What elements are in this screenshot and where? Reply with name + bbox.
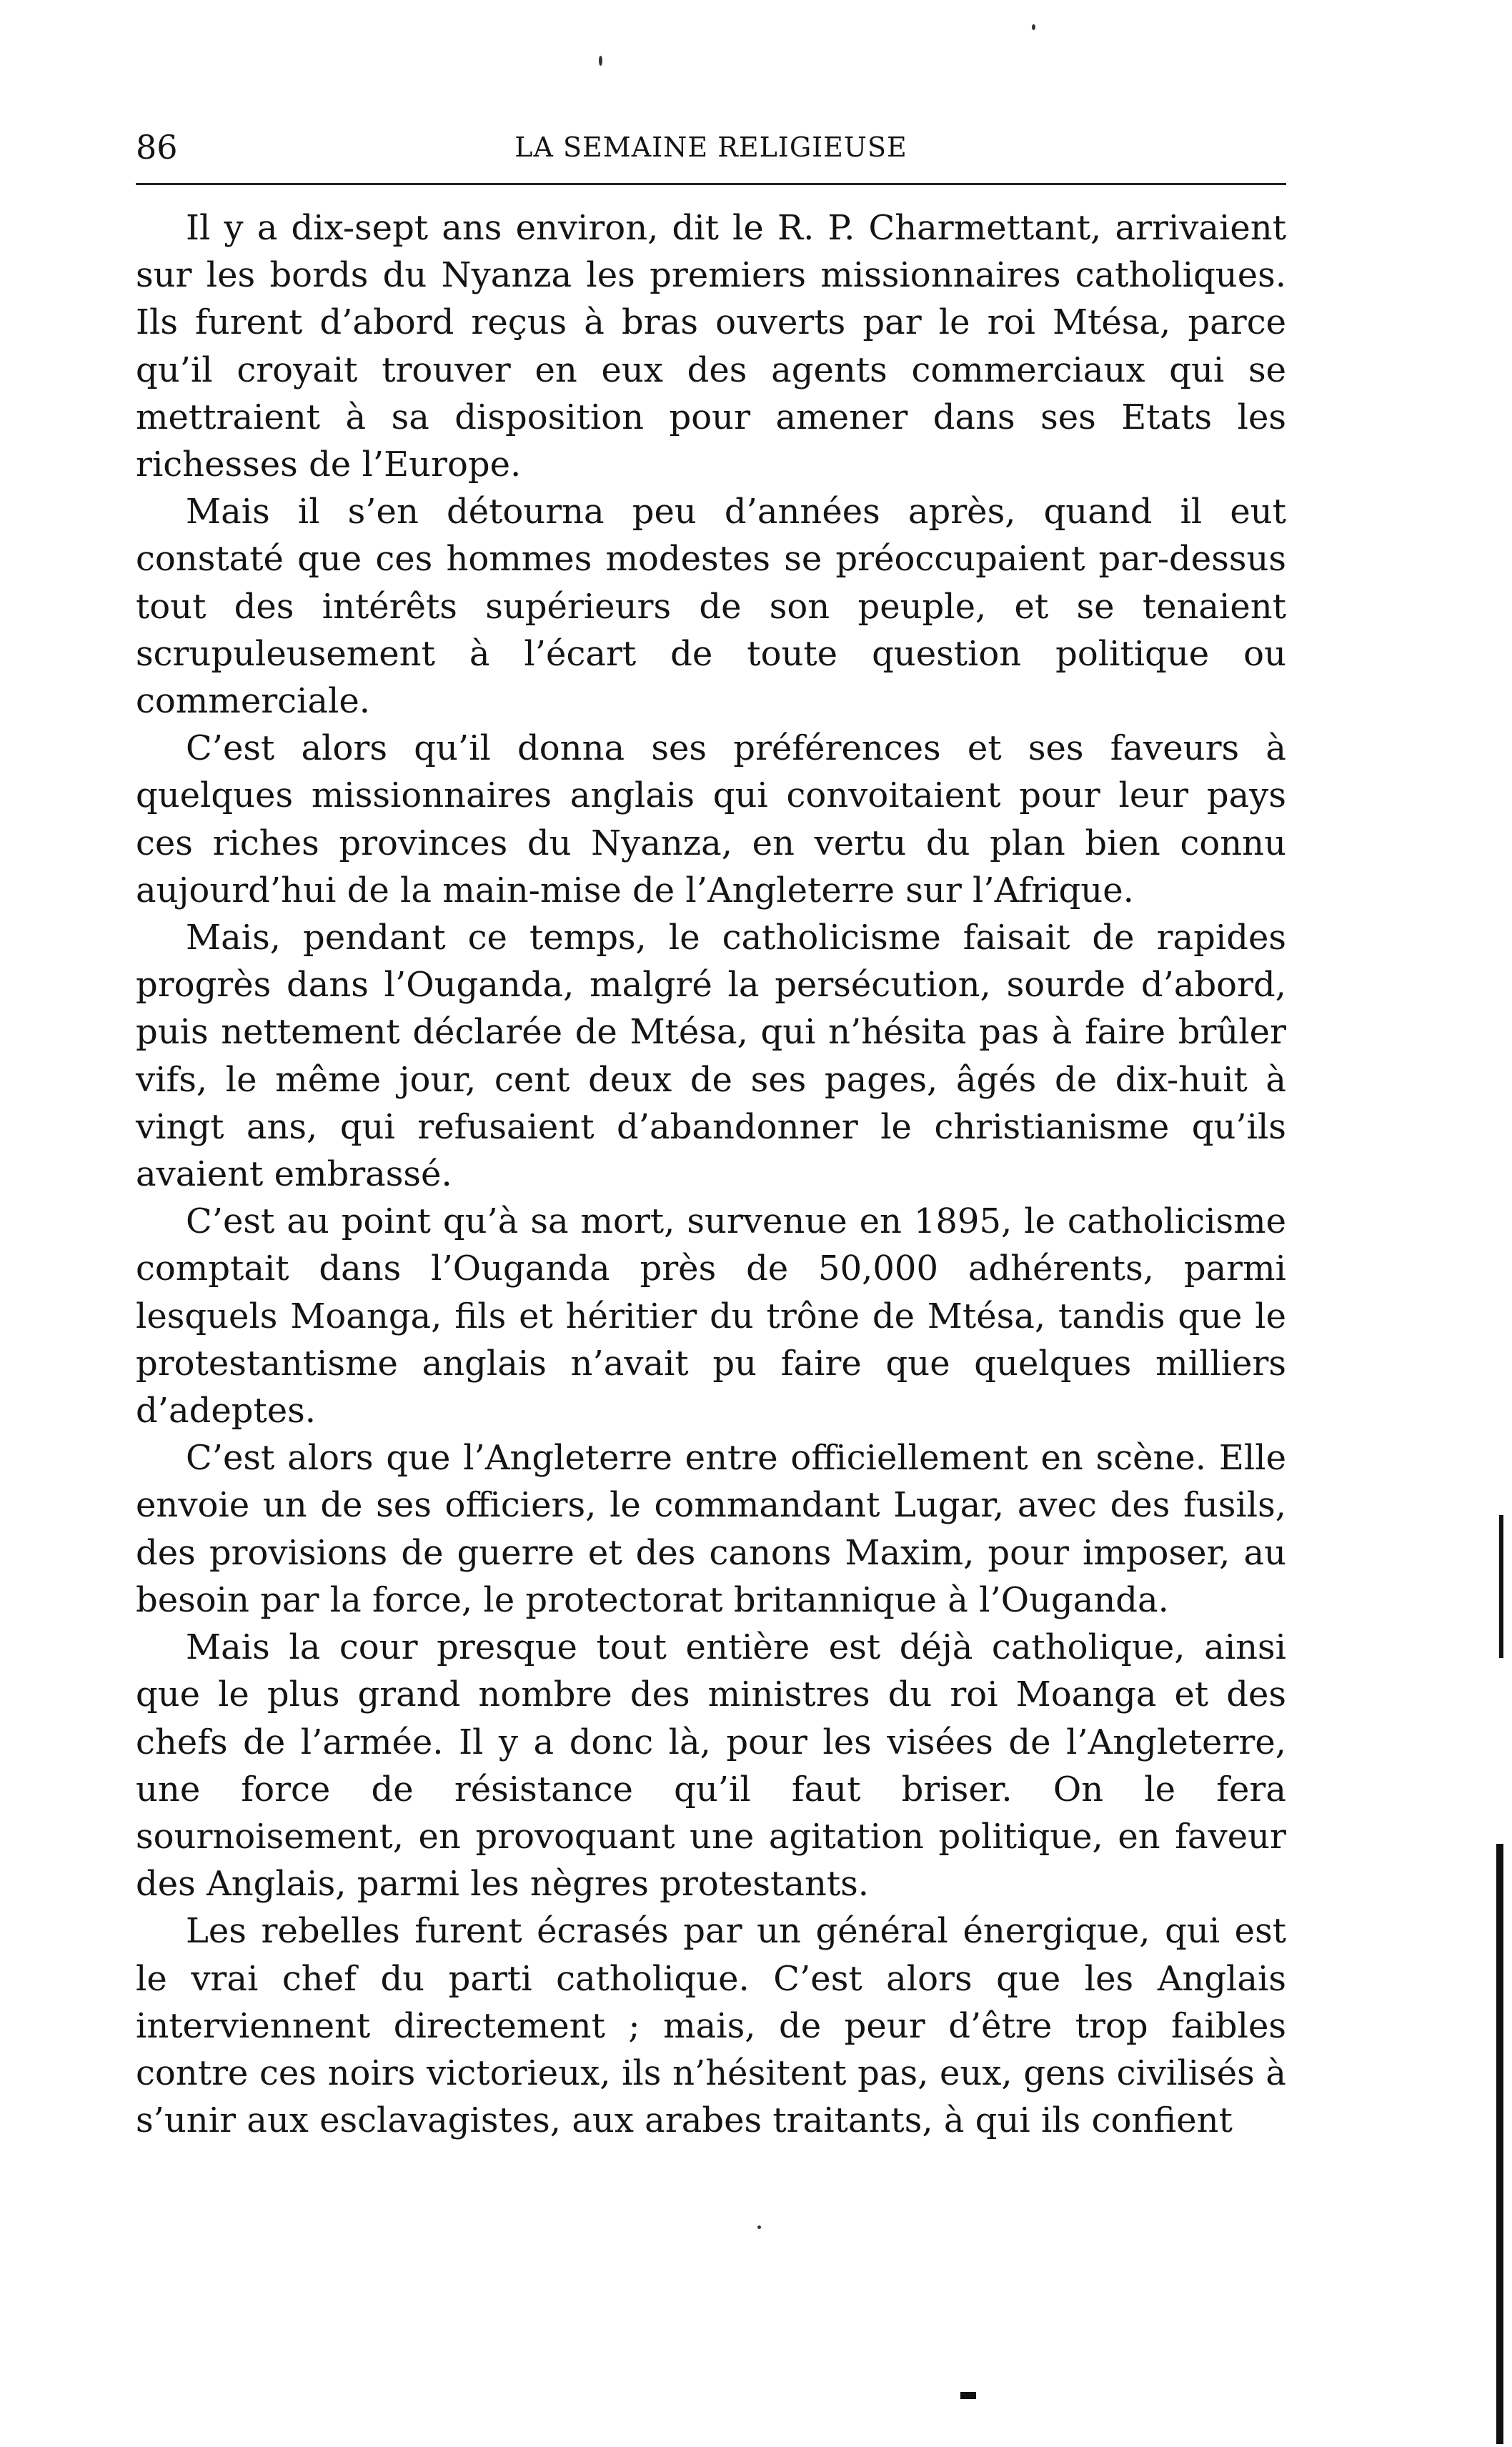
article-text xyxy=(136,204,1286,2144)
footer-dash-mark xyxy=(960,2392,976,2399)
paragraph-4: Mais, pendant ce temps, le catholicisme faisait de rapides progrès dans l’Ouganda, malgré la persécution, sourde d’abord, puis nettement déclarée de Mtésa, qui n’hésita pas à faire brûler vifs, le même jour, cent deux de ses pages, âgés de dix-huit à vingt ans, qui refusaient d’abandonner le christianisme qu’ils avaient embrassé. xyxy=(136,918,1286,1195)
scan-speck xyxy=(599,56,602,66)
paragraph-6: C’est alors que l’Angleterre entre officiellement en scène. Elle envoie un de ses officiers, le commandant Lugar, avec des fusils, des provisions de guerre et des canons Maxim, pour imposer, au besoin par la force, le protectorat britannique à l’Ouganda. xyxy=(136,1438,1286,1620)
paragraph-1: Il y a dix-sept ans environ, dit le R. P. Charmettant, arrivaient sur les bords du Nyanza les premiers missionnaires catholiques. Ils furent d’abord reçus à bras ouverts par le roi Mtésa, parce qu’il croyait trouver en eux des agents commerciaux qui se mettraient à sa disposition pour amener dans ses Etats les richesses de l’Europe. xyxy=(136,208,1286,485)
running-title: LA SEMAINE RELIGIEUSE xyxy=(514,131,907,163)
paragraph-3: C’est alors qu’il donna ses préférences et ses faveurs à quelques missionnaires anglais qui convoitaient pour leur pays ces riches provinces du Nyanza, en vertu du plan bien connu aujourd’hui de la main-mise de l’Angleterre sur l’Afrique. xyxy=(136,728,1286,910)
scan-speck xyxy=(1032,24,1035,30)
page-number: 86 xyxy=(136,128,178,167)
scan-edge-mark-upper xyxy=(1499,1515,1503,1658)
header-rule xyxy=(136,183,1286,185)
scan-edge-mark-lower xyxy=(1496,1844,1503,2444)
paragraph-7: Mais la cour presque tout entière est déjà catholique, ainsi que le plus grand nombre des ministres du roi Moanga et des chefs de l’armée. Il y a donc là, pour les visées de l’Angleterre, une force de résistance qu’il faut briser. On le fera sournoisement, en provoquant une agitation politique, en faveur des Anglais, parmi les nègres protestants. xyxy=(136,1627,1286,1905)
paragraph-2: Mais il s’en détourna peu d’années après, quand il eut constaté que ces hommes modestes se préoccupaient par-dessus tout des intérêts supérieurs de son peuple, et se tenaient scrupuleusement à l’écart de toute question politique ou commerciale. xyxy=(136,492,1286,722)
scan-speck xyxy=(757,2225,761,2229)
page-header xyxy=(136,126,1286,169)
paragraph-8: Les rebelles furent écrasés par un général énergique, qui est le vrai chef du parti catholique. C’est alors que les Anglais interviennent directement ; mais, de peur d’être trop faibles contre ces noirs victorieux, ils n’hésitent pas, eux, gens civilisés à s’unir aux esclavagistes, aux arabes traitants, à qui ils confient xyxy=(136,1911,1286,2141)
paragraph-5: C’est au point qu’à sa mort, survenue en 1895, le catholicisme comptait dans l’Ouganda près de 50,000 adhérents, parmi lesquels Moanga, fils et héritier du trône de Mtésa, tandis que le protestantisme anglais n’avait pu faire que quelques milliers d’adeptes. xyxy=(136,1201,1286,1431)
